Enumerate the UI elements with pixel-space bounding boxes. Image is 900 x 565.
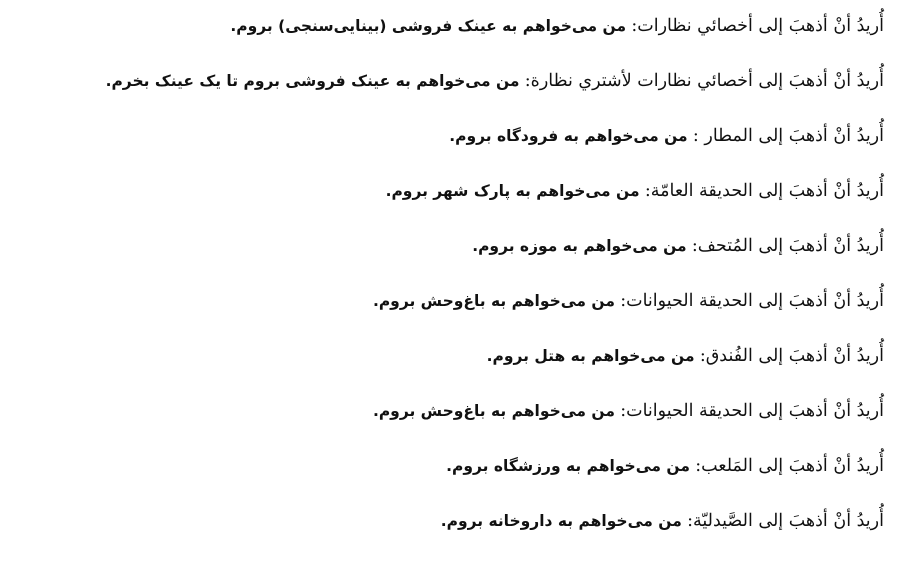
phrase-line <box>24 344 884 368</box>
persian-translation: من می‌خواهم به هتل بروم. <box>486 347 695 365</box>
arabic-phrase: أُريدُ أنْ أذهبَ إلى المُتحف: <box>691 236 884 256</box>
arabic-phrase: أُريدُ أنْ أذهبَ إلى المَلعب: <box>695 456 884 476</box>
phrase-line <box>24 399 884 423</box>
arabic-phrase: أُريدُ أنْ أذهبَ إلى الصَّيدليّة: <box>687 511 884 531</box>
arabic-phrase: أُريدُ أنْ أذهبَ إلى الفُندق: <box>699 346 884 366</box>
phrase-line <box>24 234 884 258</box>
arabic-phrase: أُريدُ أنْ أذهبَ إلى أخصائي نظارات: <box>631 16 884 36</box>
persian-translation: من می‌خواهم به باغ‌وحش بروم. <box>372 292 615 310</box>
persian-translation: من می‌خواهم به عینک فروشی بروم تا یک عینک بخرم. <box>105 72 520 90</box>
phrase-line <box>24 179 884 203</box>
persian-translation: من می‌خواهم به داروخانه بروم. <box>440 512 682 530</box>
persian-translation: من می‌خواهم به عینک فروشی (بینایی‌سنجی) بروم. <box>230 17 627 35</box>
arabic-phrase: أُريدُ أنْ أذهبَ إلى الحديقة العامّة: <box>644 181 884 201</box>
phrase-line <box>24 14 884 38</box>
phrase-list <box>24 14 884 564</box>
phrase-line <box>24 454 884 478</box>
phrase-line <box>24 289 884 313</box>
arabic-phrase: أُريدُ أنْ أذهبَ إلى المطار : <box>692 126 884 146</box>
arabic-phrase: أُريدُ أنْ أذهبَ إلى الحديقة الحيوانات: <box>620 291 884 311</box>
persian-translation: من می‌خواهم به پارک شهر بروم. <box>385 182 640 200</box>
arabic-phrase: أُريدُ أنْ أذهبَ إلى أخصائي نظارات لأشتري نظارة: <box>524 71 884 91</box>
phrase-line <box>24 69 884 93</box>
persian-translation: من می‌خواهم به فرودگاه بروم. <box>449 127 688 145</box>
phrase-line <box>24 124 884 148</box>
persian-translation: من می‌خواهم به ورزشگاه بروم. <box>446 457 690 475</box>
persian-translation: من می‌خواهم به موزه بروم. <box>472 237 687 255</box>
phrase-line <box>24 509 884 533</box>
persian-translation: من می‌خواهم به باغ‌وحش بروم. <box>372 402 615 420</box>
arabic-phrase: أُريدُ أنْ أذهبَ إلى الحديقة الحيوانات: <box>620 401 884 421</box>
